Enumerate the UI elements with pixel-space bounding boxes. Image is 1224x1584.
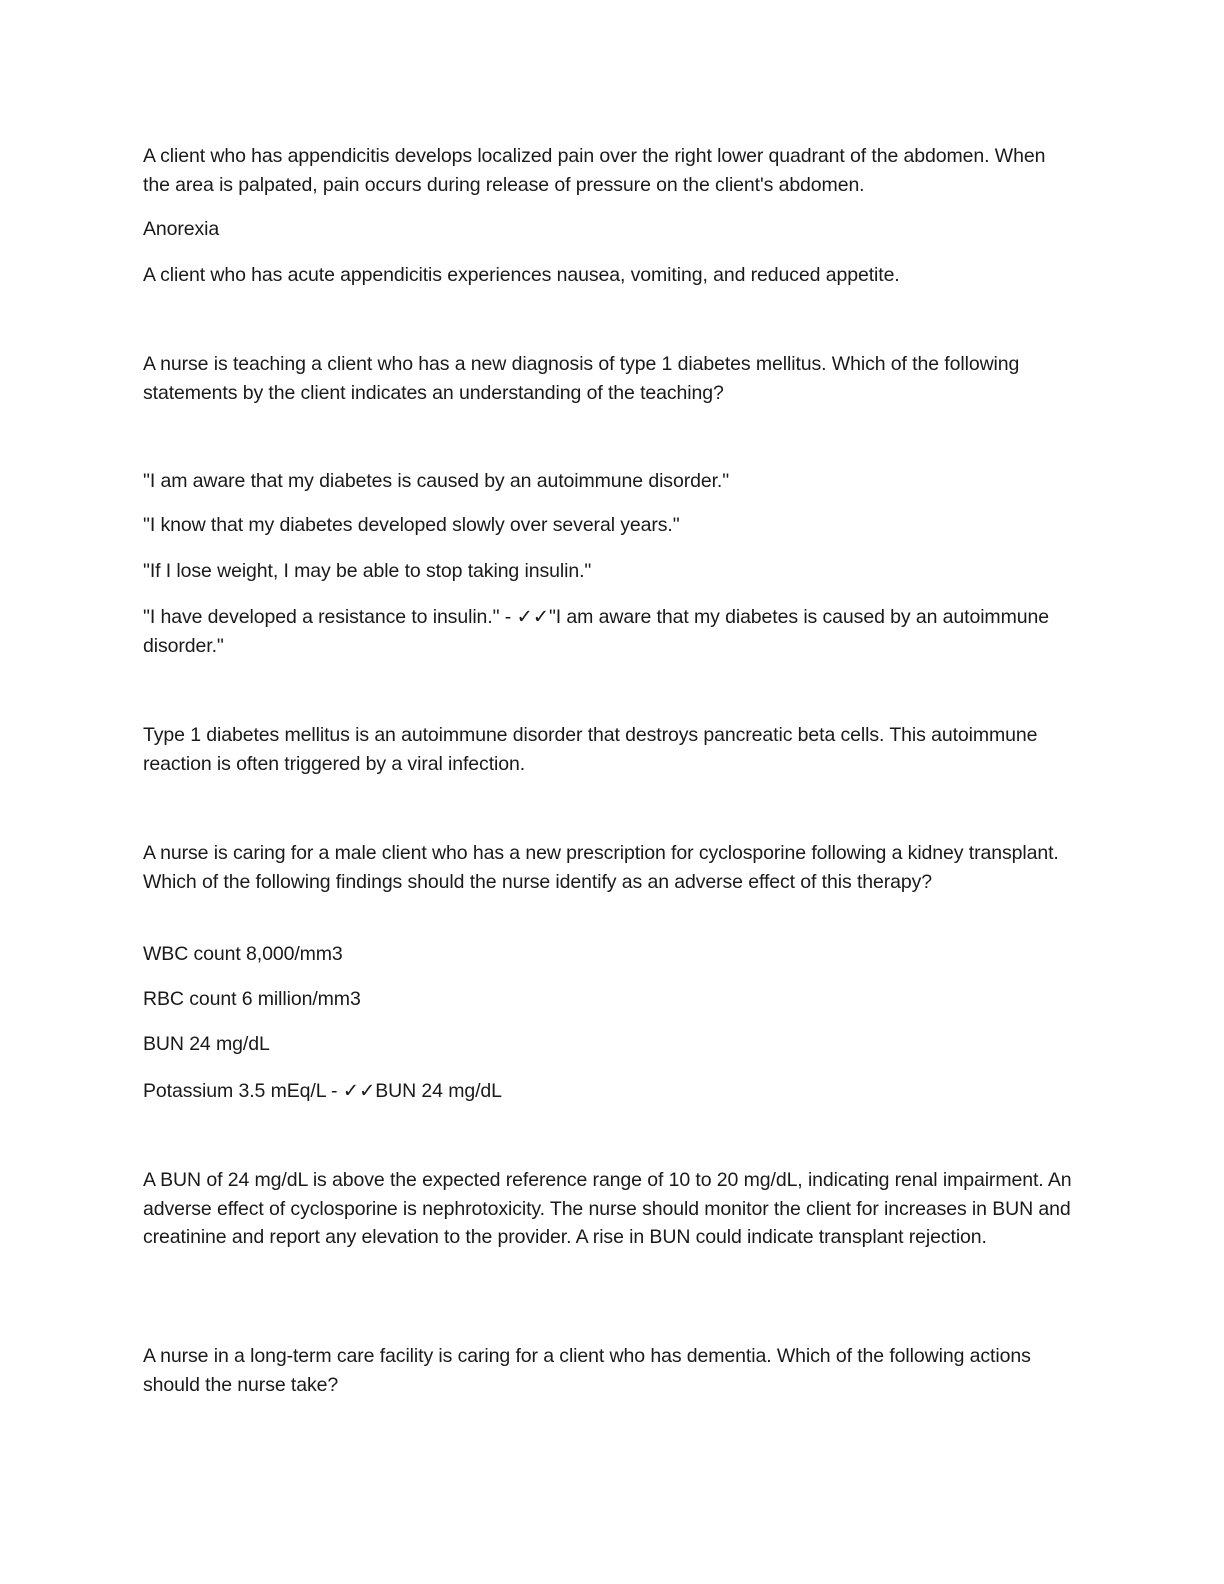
paragraph-anorexia-heading: Anorexia: [143, 218, 220, 240]
answer-option-developed-slowly: "I know that my diabetes developed slowly over several years.": [143, 514, 680, 536]
question-cyclosporine: A nurse is caring for a male client who has a new prescription for cyclosporine following a kidney transplant. Which of the following findings should the nurse identify as an adverse effect of this therapy?: [143, 842, 1059, 893]
rationale-type1-diabetes: Type 1 diabetes mellitus is an autoimmune disorder that destroys pancreatic beta cells. This autoimmune reaction is often triggered by a viral infection.: [143, 724, 1038, 775]
answer-option-resistance-with-correct: "I have developed a resistance to insulin." - ✓✓"I am aware that my diabetes is caused by an autoimmune disorder.": [143, 606, 1049, 657]
question-dementia-care: A nurse in a long-term care facility is caring for a client who has dementia. Which of the following actions should the nurse take?: [143, 1345, 1031, 1396]
answer-option-lose-weight: "If I lose weight, I may be able to stop taking insulin.": [143, 560, 592, 582]
answer-option-potassium-with-correct: Potassium 3.5 mEq/L - ✓✓BUN 24 mg/dL: [143, 1080, 502, 1102]
answer-option-wbc: WBC count 8,000/mm3: [143, 943, 343, 965]
paragraph-anorexia-rationale: A client who has acute appendicitis experiences nausea, vomiting, and reduced appetite.: [143, 264, 900, 286]
question-diabetes-teaching: A nurse is teaching a client who has a new diagnosis of type 1 diabetes mellitus. Which of the following statements by the client indicates an understanding of the teaching?: [143, 353, 1020, 404]
answer-option-autoimmune: "I am aware that my diabetes is caused by an autoimmune disorder.": [143, 470, 730, 492]
rationale-bun-nephrotoxicity: A BUN of 24 mg/dL is above the expected reference range of 10 to 20 mg/dL, indicating renal impairment. An adverse effect of cyclosporine is nephrotoxicity. The nurse should monitor the client for increases in BUN and creatinine and report any elevation to the provider. A rise in BUN could indicate transplant rejection.: [143, 1169, 1072, 1248]
answer-option-bun: BUN 24 mg/dL: [143, 1033, 270, 1055]
paragraph-appendicitis-rebound: A client who has appendicitis develops localized pain over the right lower quadrant of the abdomen. When the area is palpated, pain occurs during release of pressure on the client's abdomen.: [143, 145, 1046, 196]
answer-option-rbc: RBC count 6 million/mm3: [143, 988, 361, 1010]
